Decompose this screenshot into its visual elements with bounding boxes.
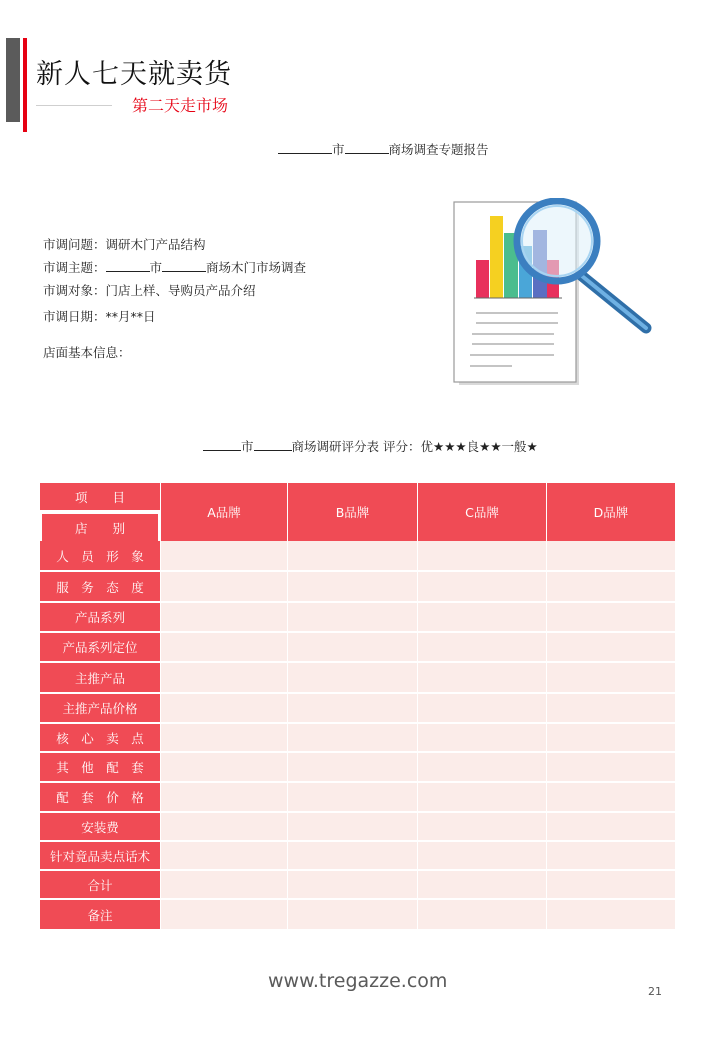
table-cell — [160, 842, 287, 871]
row-label-total: 合计 — [40, 871, 160, 900]
table-cell — [546, 753, 675, 783]
info-target-value: 门店上样、导购员产品介绍 — [105, 283, 256, 298]
table-cell — [287, 753, 417, 783]
info-theme-city: 市 — [149, 260, 163, 275]
table-cell — [287, 813, 417, 842]
table-cell — [160, 541, 287, 572]
table-cell — [160, 603, 287, 633]
table-cell — [417, 603, 546, 633]
info-question — [43, 235, 206, 253]
table-cell — [287, 900, 417, 929]
table-cell — [417, 753, 546, 783]
table-cell — [287, 663, 417, 694]
info-theme-rest: 商场木门市场调查 — [206, 260, 307, 275]
brand-header-d: D品牌 — [546, 483, 675, 541]
score-title-rest: 商场调研评分表 评分：优★★★良★★一般★ — [291, 439, 538, 454]
table-cell — [417, 694, 546, 724]
table-cell — [287, 783, 417, 813]
info-target-label: 市调对象： — [43, 283, 106, 298]
table-cell — [546, 900, 675, 929]
info-store: 店面基本信息： — [43, 345, 131, 360]
info-date — [43, 307, 156, 325]
table-cell — [160, 753, 287, 783]
title-divider — [36, 105, 112, 106]
table-cell — [546, 572, 675, 603]
score-table — [40, 483, 675, 929]
table-cell — [546, 633, 675, 663]
row-label-main-product-price: 主推产品价格 — [40, 694, 160, 724]
row-label-remarks: 备注 — [40, 900, 160, 929]
brand-header-c: C品牌 — [417, 483, 546, 541]
table-cell — [160, 633, 287, 663]
table-cell — [287, 541, 417, 572]
table-cell — [160, 813, 287, 842]
row-label-service-attitude: 服 务 态 度 — [40, 572, 160, 603]
table-cell — [417, 572, 546, 603]
row-label-staff-image: 人 员 形 象 — [40, 541, 160, 572]
table-cell — [287, 572, 417, 603]
info-target — [43, 281, 256, 299]
info-question-value: 调研木门产品结构 — [105, 237, 206, 252]
page-title: 新人七天就卖货 — [36, 59, 232, 90]
table-cell — [546, 694, 675, 724]
table-cell — [160, 724, 287, 753]
brand-header-b: B品牌 — [287, 483, 417, 541]
table-cell — [417, 900, 546, 929]
table-cell — [160, 871, 287, 900]
info-theme — [43, 258, 306, 276]
table-cell — [287, 633, 417, 663]
header-store-cell: 店 别 — [42, 514, 158, 541]
table-cell — [546, 842, 675, 871]
table-cell — [417, 783, 546, 813]
info-theme-label: 市调主题： — [43, 260, 106, 275]
row-label-core-selling-points: 核 心 卖 点 — [40, 724, 160, 753]
report-title — [278, 140, 489, 158]
table-cell — [546, 813, 675, 842]
header-grey-bar — [6, 38, 20, 122]
table-cell — [160, 694, 287, 724]
table-cell — [417, 663, 546, 694]
table-cell — [287, 871, 417, 900]
report-title-city: 市 — [332, 142, 345, 157]
table-cell — [287, 694, 417, 724]
score-table-title — [203, 437, 538, 455]
row-label-other-accessories: 其 他 配 套 — [40, 753, 160, 783]
blank-city — [278, 142, 332, 154]
footer-url: www.tregazze.com — [268, 970, 448, 992]
row-label-installation-fee: 安装费 — [40, 813, 160, 842]
table-cell — [160, 783, 287, 813]
table-cell — [546, 724, 675, 753]
table-cell — [287, 603, 417, 633]
table-cell — [546, 783, 675, 813]
info-date-label: 市调日期： — [43, 309, 106, 324]
row-label-competitor-script: 针对竟品卖点话术 — [40, 842, 160, 871]
blank-score-mall — [254, 439, 292, 451]
report-title-rest: 商场调查专题报告 — [388, 142, 489, 157]
row-label-main-product: 主推产品 — [40, 663, 160, 694]
table-cell — [160, 663, 287, 694]
table-cell — [546, 663, 675, 694]
header-store-cell-frame — [40, 512, 160, 541]
info-question-label: 市调问题： — [43, 237, 106, 252]
header-items-cell: 项 目 — [40, 483, 160, 512]
brand-header-a: A品牌 — [160, 483, 287, 541]
page-number: 21 — [648, 985, 662, 998]
info-date-value: **月**日 — [105, 309, 156, 324]
table-cell — [160, 900, 287, 929]
table-cell — [417, 871, 546, 900]
table-cell — [417, 842, 546, 871]
header-red-bar — [23, 38, 27, 132]
score-title-city: 市 — [241, 439, 254, 454]
table-cell — [546, 603, 675, 633]
table-cell — [546, 871, 675, 900]
table-cell — [417, 633, 546, 663]
report-magnifier-illustration — [450, 198, 655, 390]
table-cell — [417, 541, 546, 572]
table-cell — [546, 541, 675, 572]
page-subtitle: 第二天走市场 — [132, 96, 229, 115]
table-cell — [417, 813, 546, 842]
table-cell — [417, 724, 546, 753]
blank-mall — [345, 142, 389, 154]
row-label-series-positioning: 产品系列定位 — [40, 633, 160, 663]
blank-theme-city — [106, 260, 150, 272]
table-cell — [160, 572, 287, 603]
blank-theme-mall — [162, 260, 206, 272]
table-cell — [287, 842, 417, 871]
row-label-accessory-price: 配 套 价 格 — [40, 783, 160, 813]
row-label-product-series: 产品系列 — [40, 603, 160, 633]
table-cell — [287, 724, 417, 753]
blank-score-city — [203, 439, 241, 451]
